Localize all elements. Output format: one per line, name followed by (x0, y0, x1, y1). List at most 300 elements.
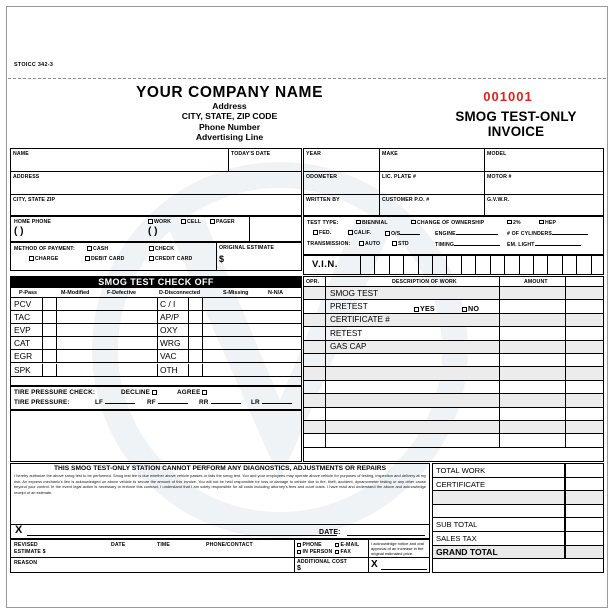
smog-code-cell-right[interactable] (189, 298, 203, 310)
total-cents-cell[interactable] (565, 518, 603, 531)
tire-rf-label: RF (147, 399, 156, 406)
tire-decline-option[interactable] (121, 389, 158, 396)
revised-estimate-label: ESTIMATE $ (14, 549, 46, 555)
two-percent-label: 2% (513, 219, 521, 226)
smog-item-right: VAC (157, 350, 189, 362)
company-address: Address (212, 101, 247, 111)
engine-label: ENGINE (435, 231, 456, 237)
legend-m-modified: M-Modified (61, 290, 90, 297)
checkbox-icon[interactable] (411, 220, 416, 225)
total-cents-cell[interactable] (565, 464, 603, 477)
vin-char-box[interactable] (562, 256, 576, 274)
signature-line[interactable] (27, 535, 337, 536)
smog-code-cell-left[interactable] (43, 364, 57, 376)
work-amount-cell[interactable] (499, 341, 603, 353)
phone-cell-checkbox[interactable] (181, 219, 201, 225)
work-opr-cell[interactable] (304, 287, 326, 299)
phone-divider (249, 217, 250, 241)
vin-char-box[interactable] (461, 256, 475, 274)
tire-rr[interactable] (199, 399, 241, 406)
cylinders-input-line[interactable] (552, 230, 588, 235)
checkbox-icon[interactable] (181, 219, 186, 224)
em-light-input-line[interactable] (535, 241, 581, 246)
tire-lr-input-line[interactable] (262, 399, 292, 404)
checkbox-icon[interactable] (359, 241, 364, 246)
checkbox-icon[interactable] (507, 220, 512, 225)
total-row[interactable] (433, 491, 603, 505)
perforation-line (8, 78, 606, 79)
hep-label: HEP (545, 219, 557, 226)
vin-char-box[interactable] (490, 256, 504, 274)
work-row[interactable] (304, 314, 603, 327)
total-cents-cell[interactable] (565, 491, 603, 504)
work-row[interactable] (304, 421, 603, 434)
checkbox-icon[interactable] (385, 231, 390, 236)
smog-code-cell-left[interactable] (43, 337, 57, 349)
tire-rr-input-line[interactable] (211, 399, 241, 404)
contact-in-person-option[interactable] (297, 549, 332, 555)
work-amount-cell[interactable] (499, 434, 603, 446)
field-name[interactable] (11, 149, 229, 172)
revision-divider (11, 557, 429, 558)
tire-pressure-block (10, 386, 302, 410)
contact-in-person-label: IN PERSON (302, 549, 333, 555)
work-row[interactable] (304, 408, 603, 421)
disclaimer-body: I hereby authorize the above smog test to be performed. Smog test fee is due whether above vehicle passes or fails the smog test. You and your employees may operate above vehicle for purposes of testing, inspection and delivery at my risk. An express mechanic's lien is acknowledged on above vehicle to secure the amount of this invoice. You will not be held responsible for loss or damage to vehicle due to fire, theft, accident, dynamometer testing or any other cause beyond your control. In the event legal action is necessary to enforce this contract, I understand that I am solely responsible for all costs including attorney's fees and court costs. I have read and understand the above and acknowledge receipt of an estimate. (14, 473, 426, 495)
checkbox-icon[interactable] (297, 550, 301, 554)
vin-char-box[interactable] (547, 256, 561, 274)
total-row[interactable] (433, 478, 603, 492)
checkbox-icon[interactable] (149, 246, 154, 251)
smog-code-cell-right[interactable] (189, 311, 203, 323)
totals-block (432, 463, 604, 573)
work-cents-cell[interactable] (565, 434, 603, 446)
total-row-label: SALES TAX (436, 534, 477, 543)
invoice-title-line2: INVOICE (487, 123, 545, 139)
checkbox-icon[interactable] (414, 307, 419, 312)
work-amount-cell[interactable] (499, 381, 603, 393)
total-cents-cell[interactable] (565, 505, 603, 518)
checkbox-icon[interactable] (87, 246, 92, 251)
checkbox-icon[interactable] (148, 219, 153, 224)
smog-item-left: EGR (11, 350, 43, 362)
contact-phone-label: PHONE (302, 542, 322, 548)
work-row[interactable] (304, 354, 603, 367)
vin-char-box[interactable] (432, 256, 446, 274)
test-type-os[interactable] (385, 230, 420, 237)
os-label: O/S (391, 231, 401, 237)
pretest-no-option[interactable]: NO (462, 304, 479, 313)
fed-label: FED. (319, 230, 332, 236)
field-written-by[interactable] (304, 195, 380, 215)
timing-input-line[interactable] (454, 241, 500, 246)
work-row[interactable] (304, 341, 603, 354)
revised-label: REVISED (14, 542, 38, 548)
work-amount-cell[interactable] (499, 354, 603, 366)
field-year[interactable] (304, 149, 380, 172)
field-model-label: MODEL (487, 150, 507, 157)
work-row[interactable] (304, 394, 603, 407)
vin-char-box[interactable] (403, 256, 417, 274)
checkbox-icon[interactable] (149, 256, 154, 261)
disclaimer-heading: THIS SMOG TEST-ONLY STATION CANNOT PERFORM ANY DIAGNOSTICS, ADJUSTMENTS OR REPAIRS (53, 465, 387, 472)
vin-char-box[interactable] (591, 256, 605, 274)
field-motor[interactable] (485, 172, 603, 195)
invoice-number: 001001 (483, 89, 533, 104)
smog-item-right: AP/P (157, 311, 189, 323)
grand-total-row[interactable] (433, 546, 603, 560)
tire-pressure-label: TIRE PRESSURE: (14, 399, 70, 406)
total-row[interactable] (433, 532, 603, 546)
field-address-label: ADDRESS (13, 173, 40, 180)
test-type-label: TEST TYPE: (307, 219, 339, 226)
smog-checkoff-legend (11, 288, 301, 298)
vin-char-box[interactable] (504, 256, 518, 274)
work-opr-cell[interactable] (304, 327, 326, 339)
work-row[interactable] (304, 327, 603, 340)
tire-lf[interactable] (95, 399, 135, 406)
engine-field[interactable] (435, 230, 498, 237)
field-lic-plate-label: LIC. PLATE # (382, 173, 416, 180)
legend-p-pass: P-Pass (19, 290, 37, 297)
field-year-label: YEAR (306, 150, 322, 157)
checkbox-icon[interactable] (356, 220, 361, 225)
payment-charge-label: CHARGE (35, 256, 59, 262)
smog-checkoff-row (11, 311, 301, 324)
work-amount-cell[interactable] (499, 367, 603, 379)
work-row[interactable] (304, 381, 603, 394)
smog-item-left: EVP (11, 324, 43, 336)
work-opr-cell[interactable] (304, 421, 326, 433)
field-city-state-zip-label: CITY, STATE ZIP (13, 196, 56, 203)
checkbox-icon[interactable] (348, 230, 353, 235)
legend-d-disconnected: D-Disconnected (159, 290, 201, 297)
test-type-two-percent[interactable] (507, 220, 521, 226)
work-description-text: GAS CAP (330, 342, 367, 352)
original-estimate-dollar: $ (219, 254, 225, 264)
test-type-hep[interactable] (539, 220, 556, 226)
company-name: YOUR COMPANY NAME (135, 84, 324, 101)
company-block (10, 84, 449, 142)
total-row[interactable] (433, 505, 603, 519)
additional-cost-label: ADDITIONAL COST (297, 559, 347, 565)
smog-checkoff-row (11, 337, 301, 350)
work-opr-cell[interactable] (304, 341, 326, 353)
field-written-by-label: WRITTEN BY (306, 196, 340, 203)
contact-email-label: E-MAIL (340, 542, 360, 548)
checkbox-icon[interactable] (29, 256, 34, 261)
work-opr-cell[interactable] (304, 367, 326, 379)
tire-lf-input-line[interactable] (105, 399, 135, 404)
engine-input-line[interactable] (456, 230, 498, 235)
signature-x-mark: X (15, 524, 23, 536)
notes-area[interactable] (10, 410, 302, 462)
smog-item-right: C / I (157, 298, 189, 310)
work-cents-cell[interactable] (565, 408, 603, 420)
work-description-text: PRETEST (330, 301, 368, 311)
vin-char-box[interactable] (360, 256, 374, 274)
change-ownership-label: CHANGE OF OWNERSHIP (417, 219, 485, 226)
field-address[interactable] (11, 172, 301, 195)
tire-rr-label: RR (199, 399, 209, 406)
revision-date-label: DATE (111, 542, 126, 548)
std-label: STD (398, 241, 409, 247)
smog-code-cell-left[interactable] (43, 324, 57, 336)
cylinders-field[interactable] (507, 230, 588, 237)
work-amount-cell[interactable] (499, 287, 603, 299)
total-row-label: SUB TOTAL (436, 520, 478, 530)
original-estimate-label: ORIGINAL ESTIMATE (219, 245, 275, 251)
checkbox-icon[interactable] (335, 550, 339, 554)
vin-char-box[interactable] (418, 256, 432, 274)
payment-credit-card[interactable] (149, 256, 192, 262)
customer-info-block (10, 148, 302, 216)
phone-pager-checkbox[interactable] (210, 219, 235, 225)
total-cents-cell[interactable] (565, 546, 603, 559)
field-lic-plate[interactable] (380, 172, 485, 195)
checkbox-icon[interactable] (152, 390, 157, 395)
payment-debit-card[interactable] (85, 256, 125, 262)
acknowledgment-x-mark: X (371, 559, 378, 570)
field-make[interactable] (380, 149, 485, 172)
smog-item-right: OTH (157, 364, 189, 376)
acknowledgment-text: I acknowledge notice and oral approval of an increase in the original estimated price. (371, 541, 424, 557)
test-type-fed[interactable] (313, 230, 331, 236)
work-opr-cell[interactable] (304, 354, 326, 366)
field-make-label: MAKE (382, 150, 398, 157)
col-cents (565, 277, 603, 286)
tire-rf-input-line[interactable] (158, 399, 188, 404)
field-odometer[interactable] (304, 172, 380, 195)
payment-charge[interactable] (29, 256, 58, 262)
total-row-label: TOTAL WORK (436, 466, 486, 475)
work-cents-cell[interactable] (565, 327, 603, 339)
smog-code-cell-left[interactable] (43, 298, 57, 310)
work-description-text: CERTIFICATE # (330, 315, 390, 325)
transmission-label: TRANSMISSION: (307, 241, 351, 247)
payment-divider (216, 243, 217, 270)
signature-row (10, 525, 430, 539)
contact-fax-option[interactable] (335, 549, 351, 555)
timing-label: TIMING (435, 242, 455, 248)
work-cents-cell[interactable] (565, 381, 603, 393)
payment-check-label: CHECK (155, 246, 175, 252)
work-description-text: SMOG TEST (330, 288, 379, 298)
vin-char-box[interactable] (519, 256, 533, 274)
work-cents-cell[interactable] (565, 367, 603, 379)
revision-divider-v2 (368, 540, 369, 572)
vin-char-box[interactable] (374, 256, 388, 274)
tire-rf[interactable] (147, 399, 188, 406)
payment-credit-card-label: CREDIT CARD (155, 256, 193, 262)
revision-phone-contact-label: PHONE/CONTACT (206, 542, 253, 548)
phone-work-checkbox[interactable] (148, 219, 171, 225)
checkbox-icon[interactable] (313, 230, 318, 235)
vin-block (303, 255, 604, 275)
disclaimer-block (10, 463, 430, 525)
work-cents-cell[interactable] (565, 300, 603, 312)
contact-fax-label: FAX (340, 549, 352, 555)
total-row[interactable] (433, 518, 603, 532)
field-name-label: NAME (13, 150, 29, 157)
phone-work-label: WORK (154, 219, 172, 225)
smog-item-left: CAT (11, 337, 43, 349)
checkbox-icon[interactable] (210, 219, 215, 224)
work-cents-cell[interactable] (565, 341, 603, 353)
checkbox-icon[interactable] (392, 241, 397, 246)
biennial-label: BIENNIAL (362, 219, 388, 226)
work-amount-cell[interactable] (499, 314, 603, 326)
total-row[interactable] (433, 464, 603, 478)
total-row-label: GRAND TOTAL (436, 547, 498, 558)
work-row[interactable] (304, 287, 603, 300)
revision-divider-v1 (294, 540, 295, 572)
vin-char-box[interactable] (576, 256, 590, 274)
work-amount-cell[interactable] (499, 421, 603, 433)
work-opr-cell[interactable] (304, 314, 326, 326)
form-header (10, 84, 604, 146)
description-of-work-header (304, 277, 603, 287)
smog-code-cell-left[interactable] (43, 350, 57, 362)
tire-lr-label: LR (251, 399, 260, 406)
payment-check[interactable] (149, 246, 174, 252)
tire-lr[interactable] (251, 399, 292, 406)
contact-email-option[interactable] (335, 542, 359, 548)
smog-checkoff-row (11, 364, 301, 377)
company-phone: Phone Number (198, 121, 261, 132)
work-row[interactable] (304, 367, 603, 380)
phone-row-block (10, 216, 302, 242)
phone-pager-label: PAGER (216, 219, 235, 225)
work-amount-cell[interactable] (499, 327, 603, 339)
checkbox-icon[interactable] (85, 256, 90, 261)
work-row[interactable] (304, 300, 603, 313)
test-type-block (303, 216, 604, 255)
field-city-state-zip[interactable] (11, 195, 301, 215)
tire-decline-label: DECLINE (121, 389, 151, 396)
payment-cash[interactable] (87, 246, 108, 252)
smog-item-right: WRG (157, 337, 189, 349)
total-cents-cell[interactable] (565, 478, 603, 491)
vin-char-box[interactable] (389, 256, 403, 274)
checkbox-icon[interactable] (335, 543, 339, 547)
timing-field[interactable] (435, 241, 500, 248)
os-input-line[interactable] (400, 230, 420, 235)
calif-label: CALIF. (354, 230, 372, 236)
work-description-text: RETEST (330, 328, 363, 338)
vin-char-box[interactable] (475, 256, 489, 274)
legend-f-defective: F-Defective (107, 290, 137, 297)
test-type-biennial[interactable] (356, 220, 388, 226)
work-cents-cell[interactable] (565, 314, 603, 326)
em-light-field[interactable] (507, 241, 581, 248)
work-row[interactable] (304, 434, 603, 447)
vin-label: V.I.N. (312, 259, 338, 270)
field-gvwr[interactable] (485, 195, 603, 215)
legend-n-na: N-N/A (268, 290, 283, 297)
description-of-work-block (303, 276, 604, 462)
invoice-title-line1: SMOG TEST-ONLY (455, 109, 577, 124)
payment-label: METHOD OF PAYMENT: (14, 246, 75, 252)
revision-block (10, 539, 430, 573)
field-todays-date-label: TODAY'S DATE (231, 150, 271, 157)
auto-label: AUTO (365, 241, 381, 247)
field-customer-po[interactable] (380, 195, 485, 215)
transmission-auto[interactable] (359, 241, 380, 247)
checkbox-icon[interactable] (539, 220, 544, 225)
smog-checkoff-row (11, 350, 301, 363)
work-cents-cell[interactable] (565, 354, 603, 366)
smog-code-cell-right[interactable] (189, 364, 203, 376)
field-odometer-label: ODOMETER (306, 173, 338, 180)
work-opr-cell[interactable] (304, 408, 326, 420)
work-opr-cell[interactable] (304, 394, 326, 406)
col-opr (304, 277, 326, 286)
work-opr-cell[interactable] (304, 300, 326, 312)
alt-phone-parens: ( ) (148, 226, 158, 237)
smog-code-cell-right[interactable] (189, 324, 203, 336)
checkbox-icon[interactable] (297, 543, 301, 547)
vin-char-box[interactable] (446, 256, 460, 274)
tire-check-label: TIRE PRESSURE CHECK: (14, 389, 96, 396)
smog-code-cell-right[interactable] (189, 350, 203, 362)
em-light-label: EM. LIGHT (507, 242, 535, 248)
vin-char-box[interactable] (533, 256, 547, 274)
company-city-state-zip: CITY, STATE, ZIP CODE (181, 111, 278, 122)
total-row-label: CERTIFICATE (436, 479, 486, 489)
cylinders-label: # OF CYLINDERS (507, 231, 553, 237)
signature-date-label: DATE: (319, 529, 341, 536)
col-amount-label: AMOUNT (524, 279, 548, 285)
work-amount-cell[interactable] (499, 408, 603, 420)
work-opr-cell[interactable] (304, 434, 326, 446)
checkbox-icon[interactable] (202, 390, 207, 395)
field-model[interactable] (485, 149, 603, 172)
test-type-calif[interactable] (348, 230, 371, 236)
transmission-std[interactable] (392, 241, 409, 247)
payment-debit-card-label: DEBIT CARD (91, 256, 125, 262)
work-cents-cell[interactable] (565, 394, 603, 406)
signature-date-line[interactable] (347, 535, 425, 536)
smog-code-cell-left[interactable] (43, 311, 57, 323)
work-cents-cell[interactable] (565, 421, 603, 433)
col-description-label: DESCRIPTION OF WORK (392, 279, 457, 285)
contact-phone-option[interactable] (297, 542, 322, 548)
acknowledgment-signature-line[interactable] (381, 569, 427, 570)
pretest-yes-option[interactable]: YES (414, 304, 435, 313)
col-amount (499, 277, 603, 286)
total-cents-cell[interactable] (565, 532, 603, 545)
phone-cell-label: CELL (187, 219, 202, 225)
smog-code-cell-right[interactable] (189, 337, 203, 349)
work-amount-cell[interactable] (499, 300, 603, 312)
work-amount-cell[interactable] (499, 394, 603, 406)
vehicle-info-block (303, 148, 604, 216)
col-opr-label: OPR. (306, 279, 320, 285)
field-todays-date[interactable] (229, 149, 301, 172)
smog-checkoff-row (11, 298, 301, 311)
form-code: STOICC 342-3 (14, 62, 54, 68)
checkbox-icon[interactable] (462, 307, 467, 312)
tire-agree-option[interactable] (177, 389, 208, 396)
test-type-change-ownership[interactable] (411, 220, 484, 226)
home-phone-parens: ( ) (14, 226, 24, 237)
field-customer-po-label: CUSTOMER P.O. # (382, 196, 430, 203)
field-motor-label: MOTOR # (487, 173, 512, 180)
work-cents-cell[interactable] (565, 287, 603, 299)
tire-lf-label: LF (95, 399, 104, 406)
work-opr-cell[interactable] (304, 381, 326, 393)
